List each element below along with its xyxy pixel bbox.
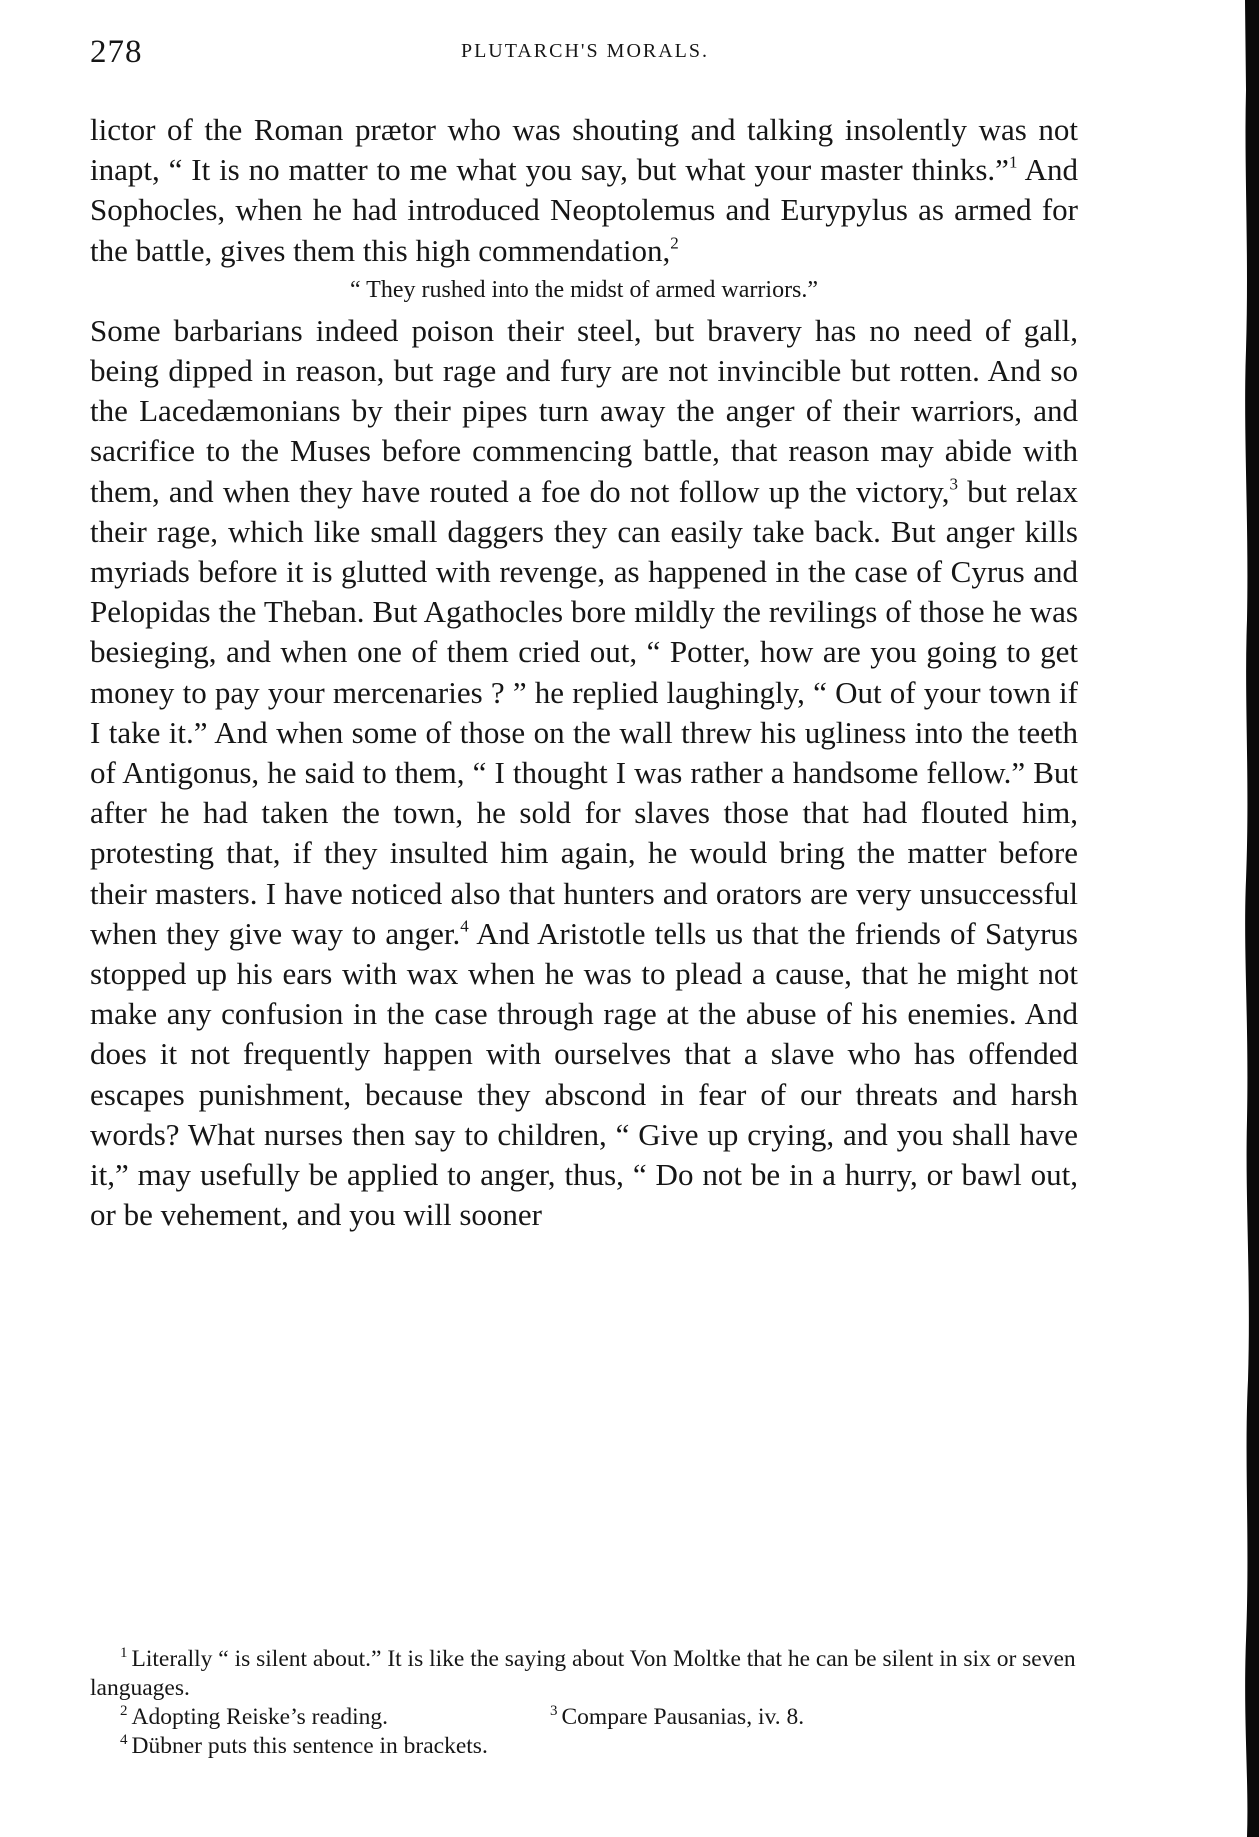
binding-shadow bbox=[1241, 0, 1259, 1837]
footnote-4 bbox=[90, 1732, 1080, 1761]
running-title: PLUTARCH'S MORALS. bbox=[460, 40, 710, 62]
paragraph-2-part-a: Some barbarians indeed poison their steel, but bravery has no need of gall, being dipped in reason, but rage and fury are not invincible but rotten. And so the Lacedæmonians by their pipes turn away the anger of their warriors, and sacrifice to the Muses before commencing battle, that reason may abide with them, and when they have routed a foe do not follow up the victory, bbox=[90, 312, 1078, 509]
footnote-3-mark: 3 bbox=[550, 1703, 558, 1719]
footnote-2 bbox=[120, 1703, 550, 1732]
paragraph-2 bbox=[90, 311, 1078, 1236]
footnotes bbox=[90, 1645, 1080, 1761]
paragraph-1 bbox=[90, 110, 1078, 271]
footnote-3 bbox=[550, 1703, 804, 1732]
page-header bbox=[90, 34, 1080, 74]
body-text bbox=[90, 110, 1078, 1235]
footnote-ref-2: 2 bbox=[670, 232, 679, 252]
footnote-1-text: Literally “ is silent about.” It is like the saying about Von Moltke that he can be silent in six or seven languages. bbox=[90, 1646, 1076, 1701]
footnote-2-text: Adopting Reiske’s reading. bbox=[131, 1704, 389, 1730]
paragraph-1-text: lictor of the Roman prætor who was shouting and talking insolently was not inapt, “ It is no matter to me what you say, but what your master thinks.” bbox=[90, 112, 1078, 188]
paragraph-2-part-c: And Aristotle tells us that the friends of Satyrus stopped up his ears with wax when he was to plead a cause, that he might not make any confusion in the case through rage at the abuse of his enemies. And does it not frequently happen with ourselves that a slave who has offended escapes punishment, because they abscond in fear of our threats and harsh words? What nurses then say to children, “ Give up crying, and you shall have it,” may usefully be applied to anger, thus, “ Do not be in a hurry, or bawl out, or be vehement, and you will sooner bbox=[90, 915, 1079, 1233]
paragraph-1-continued: And Sophocles, when he had introduced Neoptolemus and Eurypylus as armed for the battle, gives them this high commendation, bbox=[90, 152, 1078, 268]
footnote-3-text: Compare Pausanias, iv. 8. bbox=[561, 1704, 805, 1730]
block-quote: “ They rushed into the midst of armed warriors.” bbox=[349, 276, 819, 303]
footnote-ref-4: 4 bbox=[460, 916, 469, 936]
footnote-1 bbox=[90, 1645, 1080, 1703]
footnote-2-mark: 2 bbox=[120, 1703, 128, 1719]
footnote-4-text: Dübner puts this sentence in brackets. bbox=[131, 1733, 488, 1759]
footnote-row-2-3 bbox=[90, 1703, 1080, 1732]
paragraph-2-part-b: but relax their rage, which like small daggers they can easily take back. But anger kills myriads before it is glutted with revenge, as happened in the case of Cyrus and Pelopidas the Theban. But Agathocles bore mildly the revilings of those he was besieging, and when one of them cried out, “ Potter, how are you going to get money to pay your mercenaries ? ” he replied laughingly, “ Out of your town if I take it.” And when some of those on the wall threw his ugliness into the teeth of Antigonus, he said to them, “ I thought I was rather a handsome fellow.” But after he had taken the town, he sold for slaves those that had flouted him, protesting that, if they insulted him again, he would bring the matter before their masters. I have noticed also that hunters and orators are very unsuccessful when they give way to anger. bbox=[90, 473, 1078, 951]
page-number: 278 bbox=[90, 34, 143, 70]
footnote-ref-3: 3 bbox=[949, 473, 959, 493]
footnote-4-mark: 4 bbox=[120, 1732, 128, 1748]
footnote-1-mark: 1 bbox=[120, 1645, 128, 1661]
footnote-ref-1: 1 bbox=[1008, 152, 1018, 172]
